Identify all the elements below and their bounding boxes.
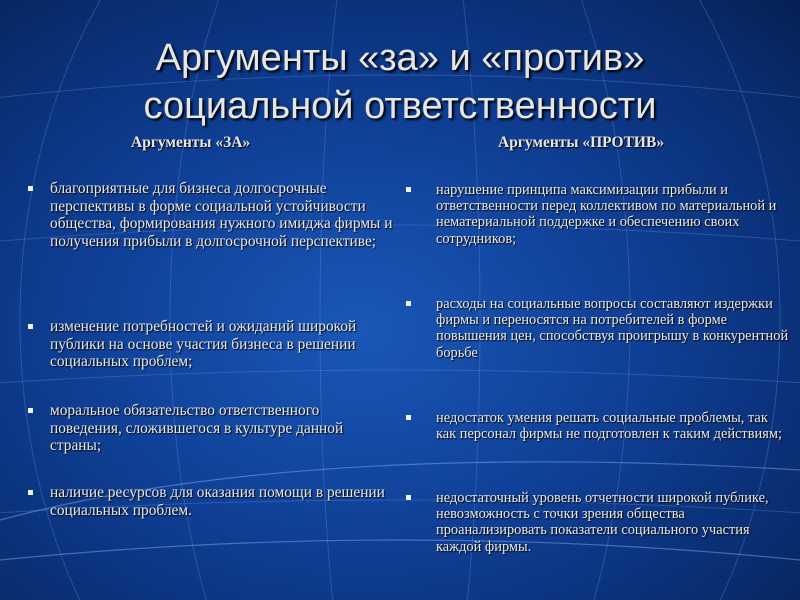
contra-argument-item	[406, 490, 791, 555]
square-bullet-icon	[406, 415, 411, 420]
contra-argument-item	[406, 182, 791, 247]
square-bullet-icon	[406, 495, 411, 500]
pro-argument-item	[28, 484, 393, 519]
contra-argument-item	[406, 296, 791, 361]
square-bullet-icon	[28, 490, 33, 495]
title-line-1: Аргументы «за» и «против»	[155, 37, 645, 79]
contra-argument-text: недостаточный уровень отчетности широкой публике, невозможность с точки зрения общества проанализировать показатели социального участия каждой фирмы.	[436, 490, 769, 555]
pro-argument-text: изменение потребностей и ожиданий широкой публики на основе участия бизнеса в решении социальных проблем;	[50, 318, 357, 370]
pro-argument-item	[28, 318, 393, 371]
square-bullet-icon	[28, 186, 33, 191]
title-line-2: социальной ответственности	[143, 85, 657, 127]
contra-argument-item	[406, 410, 791, 442]
pro-argument-item	[28, 402, 393, 455]
pro-argument-text: моральное обязательство ответственного поведения, сложившегося в культуре данной страны;	[50, 402, 344, 454]
contra-argument-text: недостаток умения решать социальные проблемы, так как персонал фирмы не подготовлен к таким действиям;	[436, 410, 782, 443]
contra-column-heading: Аргументы «ПРОТИВ»	[498, 134, 665, 151]
square-bullet-icon	[406, 187, 411, 192]
contra-argument-text: нарушение принципа максимизации прибыли и ответственности перед коллективом по материальной и нематериальной поддержке и обеспечению своих сотрудников;	[436, 182, 777, 247]
square-bullet-icon	[406, 301, 411, 306]
pro-argument-text: благоприятные для бизнеса долгосрочные перспективы в форме социальной устойчивости общества, формирования нужного имиджа фирмы и получения прибыли в долгосрочной перспективе;	[50, 180, 393, 250]
contra-argument-text: расходы на социальные вопросы составляют издержки фирмы и переносятся на потребителей в форме повышения цен, способствуя проигрышу в конкурентной борьбе	[436, 296, 789, 361]
square-bullet-icon	[28, 324, 33, 329]
pro-column-heading: Аргументы «ЗА»	[131, 134, 251, 151]
pro-arguments-list	[28, 180, 393, 519]
slide-title	[0, 34, 800, 130]
square-bullet-icon	[28, 408, 33, 413]
pro-argument-text: наличие ресурсов для оказания помощи в решении социальных проблем.	[50, 484, 385, 519]
pro-argument-item	[28, 180, 393, 250]
